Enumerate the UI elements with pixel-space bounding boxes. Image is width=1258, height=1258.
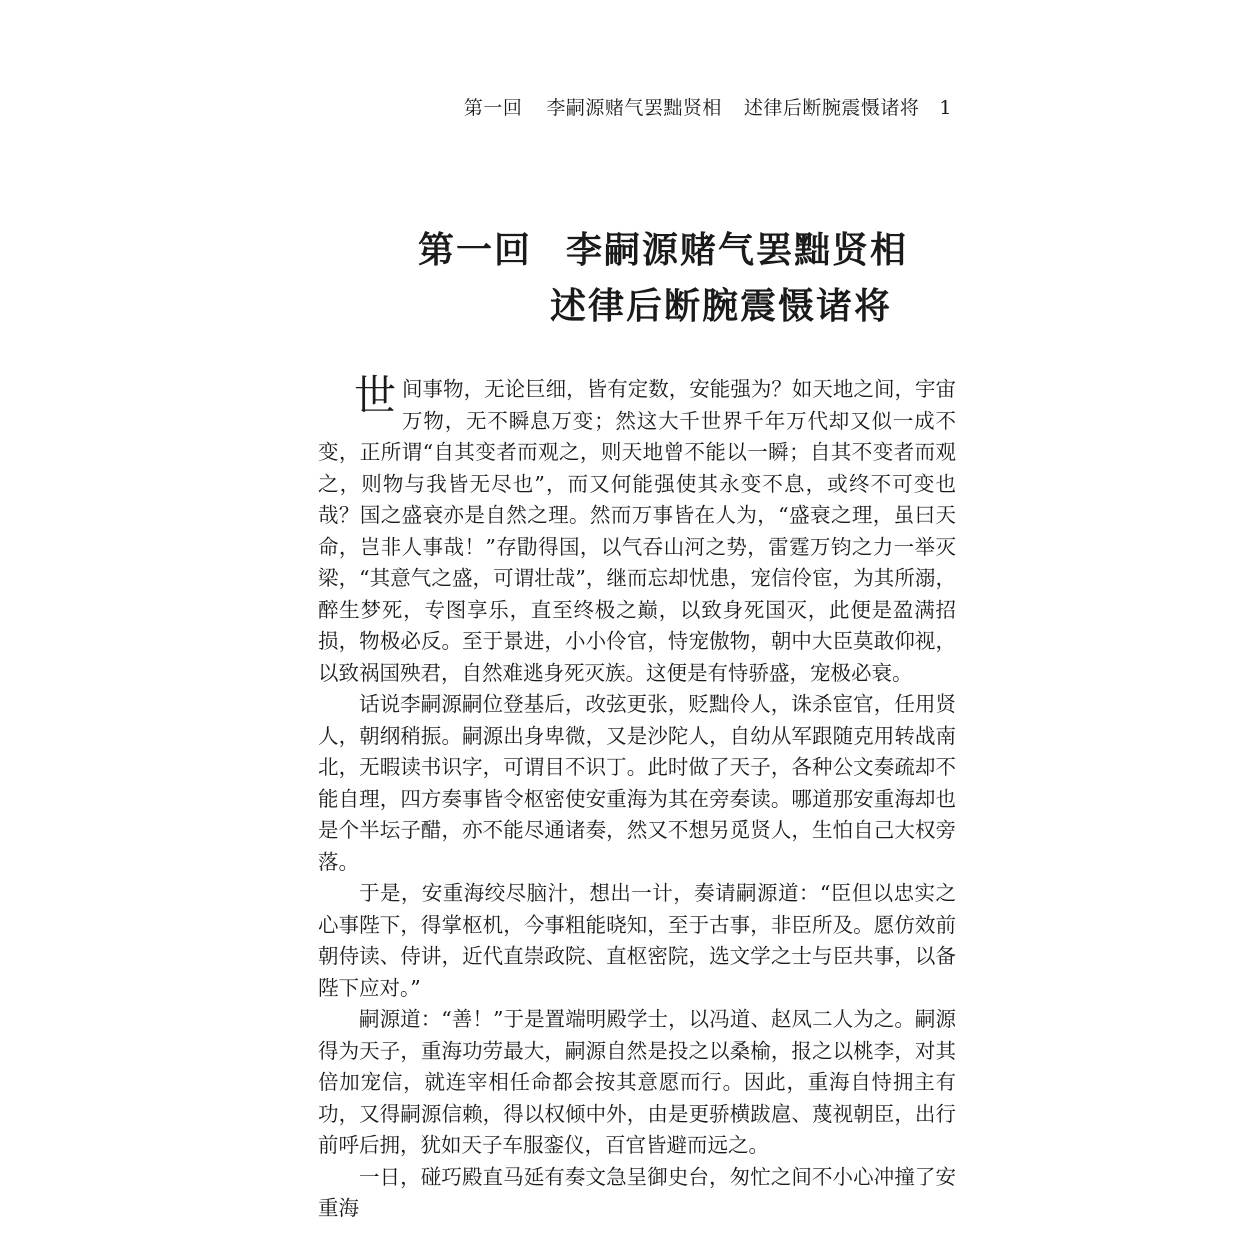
chapter-title xyxy=(418,222,908,334)
page-number: 1 xyxy=(939,97,952,119)
paragraph-1-text: 间事物，无论巨细，皆有定数，安能强为？如天地之间，宇宙万物，无不瞬息万变；然这大千世界千年万代却又似一成不变，正所谓“自其变者而观之，则天地曾不能以一瞬；自其不变者而观之，则物与我皆无尽也”，而又何能强使其永变不息，或终不可变也哉？国之盛衰亦是自然之理。然而万事皆在人为，“盛衰之理，虽曰天命，岂非人事哉！”存勖得国，以气吞山河之势，雷霆万钧之力一举灭梁，“其意气之盛，可谓壮哉”，继而忘却忧患，宠信伶宦，为其所溺，醉生梦死，专图享乐，直至终极之巅，以致身死国灭，此便是盈满招损，物极必反。至于景进，小小伶官，恃宠傲物，朝中大臣莫敢仰视，以致祸国殃君，自然难逃身死灭族。这便是有恃骄盛，宠极必衰。 xyxy=(318,377,956,685)
chapter-title-line1 xyxy=(418,222,908,278)
paragraph-4: 嗣源道：“善！”于是置端明殿学士，以冯道、赵凤二人为之。嗣源得为天子，重海功劳最大，嗣源自然是投之以桑榆，报之以桃李，对其倍加宠信，就连宰相任命都会按其意愿而行。因此，重海自恃拥主有功，又得嗣源信赖，得以权倾中外，由是更骄横跋扈、蔑视朝臣，出行前呼后拥，犹如天子车服銮仪，百官皆避而远之。 xyxy=(318,1007,956,1157)
header-title-part2: 述律后断腕震慑诸将 xyxy=(743,97,920,119)
paragraph-2: 话说李嗣源嗣位登基后，改弦更张，贬黜伶人，诛杀宦官，任用贤人，朝纲稍振。嗣源出身卑微，又是沙陀人，自幼从军跟随克用转战南北，无暇读书识字，可谓目不识丁。此时做了天子，各种公文奏疏却不能自理，四方奏事皆令枢密使安重海为其在旁奏读。哪道那安重海却也是个半坛子醋，亦不能尽通诸奏，然又不想另觅贤人，生怕自己大权旁落。 xyxy=(318,692,956,874)
running-header xyxy=(464,93,952,120)
paragraph-3: 于是，安重海绞尽脑汁，想出一计，奏请嗣源道：“臣但以忠实之心事陛下，得掌枢机，今事粗能晓知，至于古事，非臣所及。愿仿效前朝侍读、侍讲，近代直崇政院、直枢密院，选文学之士与臣共事，以备陛下应对。” xyxy=(318,881,956,1000)
chapter-title-text1: 李嗣源赌气罢黜贤相 xyxy=(566,229,909,271)
paragraph-1 xyxy=(318,371,956,689)
drop-cap: 世 xyxy=(354,371,397,420)
paragraph-5: 一日，碰巧殿直马延有奏文急呈御史台，匆忙之间不小心冲撞了安重海 xyxy=(318,1164,956,1220)
header-title-part1: 李嗣源赌气罢黜贤相 xyxy=(546,97,722,119)
chapter-title-line2: 述律后断腕震慑诸将 xyxy=(550,285,893,327)
body-text xyxy=(318,371,956,1225)
header-chapter-number: 第一回 xyxy=(463,97,523,119)
chapter-number: 第一回 xyxy=(418,229,533,271)
